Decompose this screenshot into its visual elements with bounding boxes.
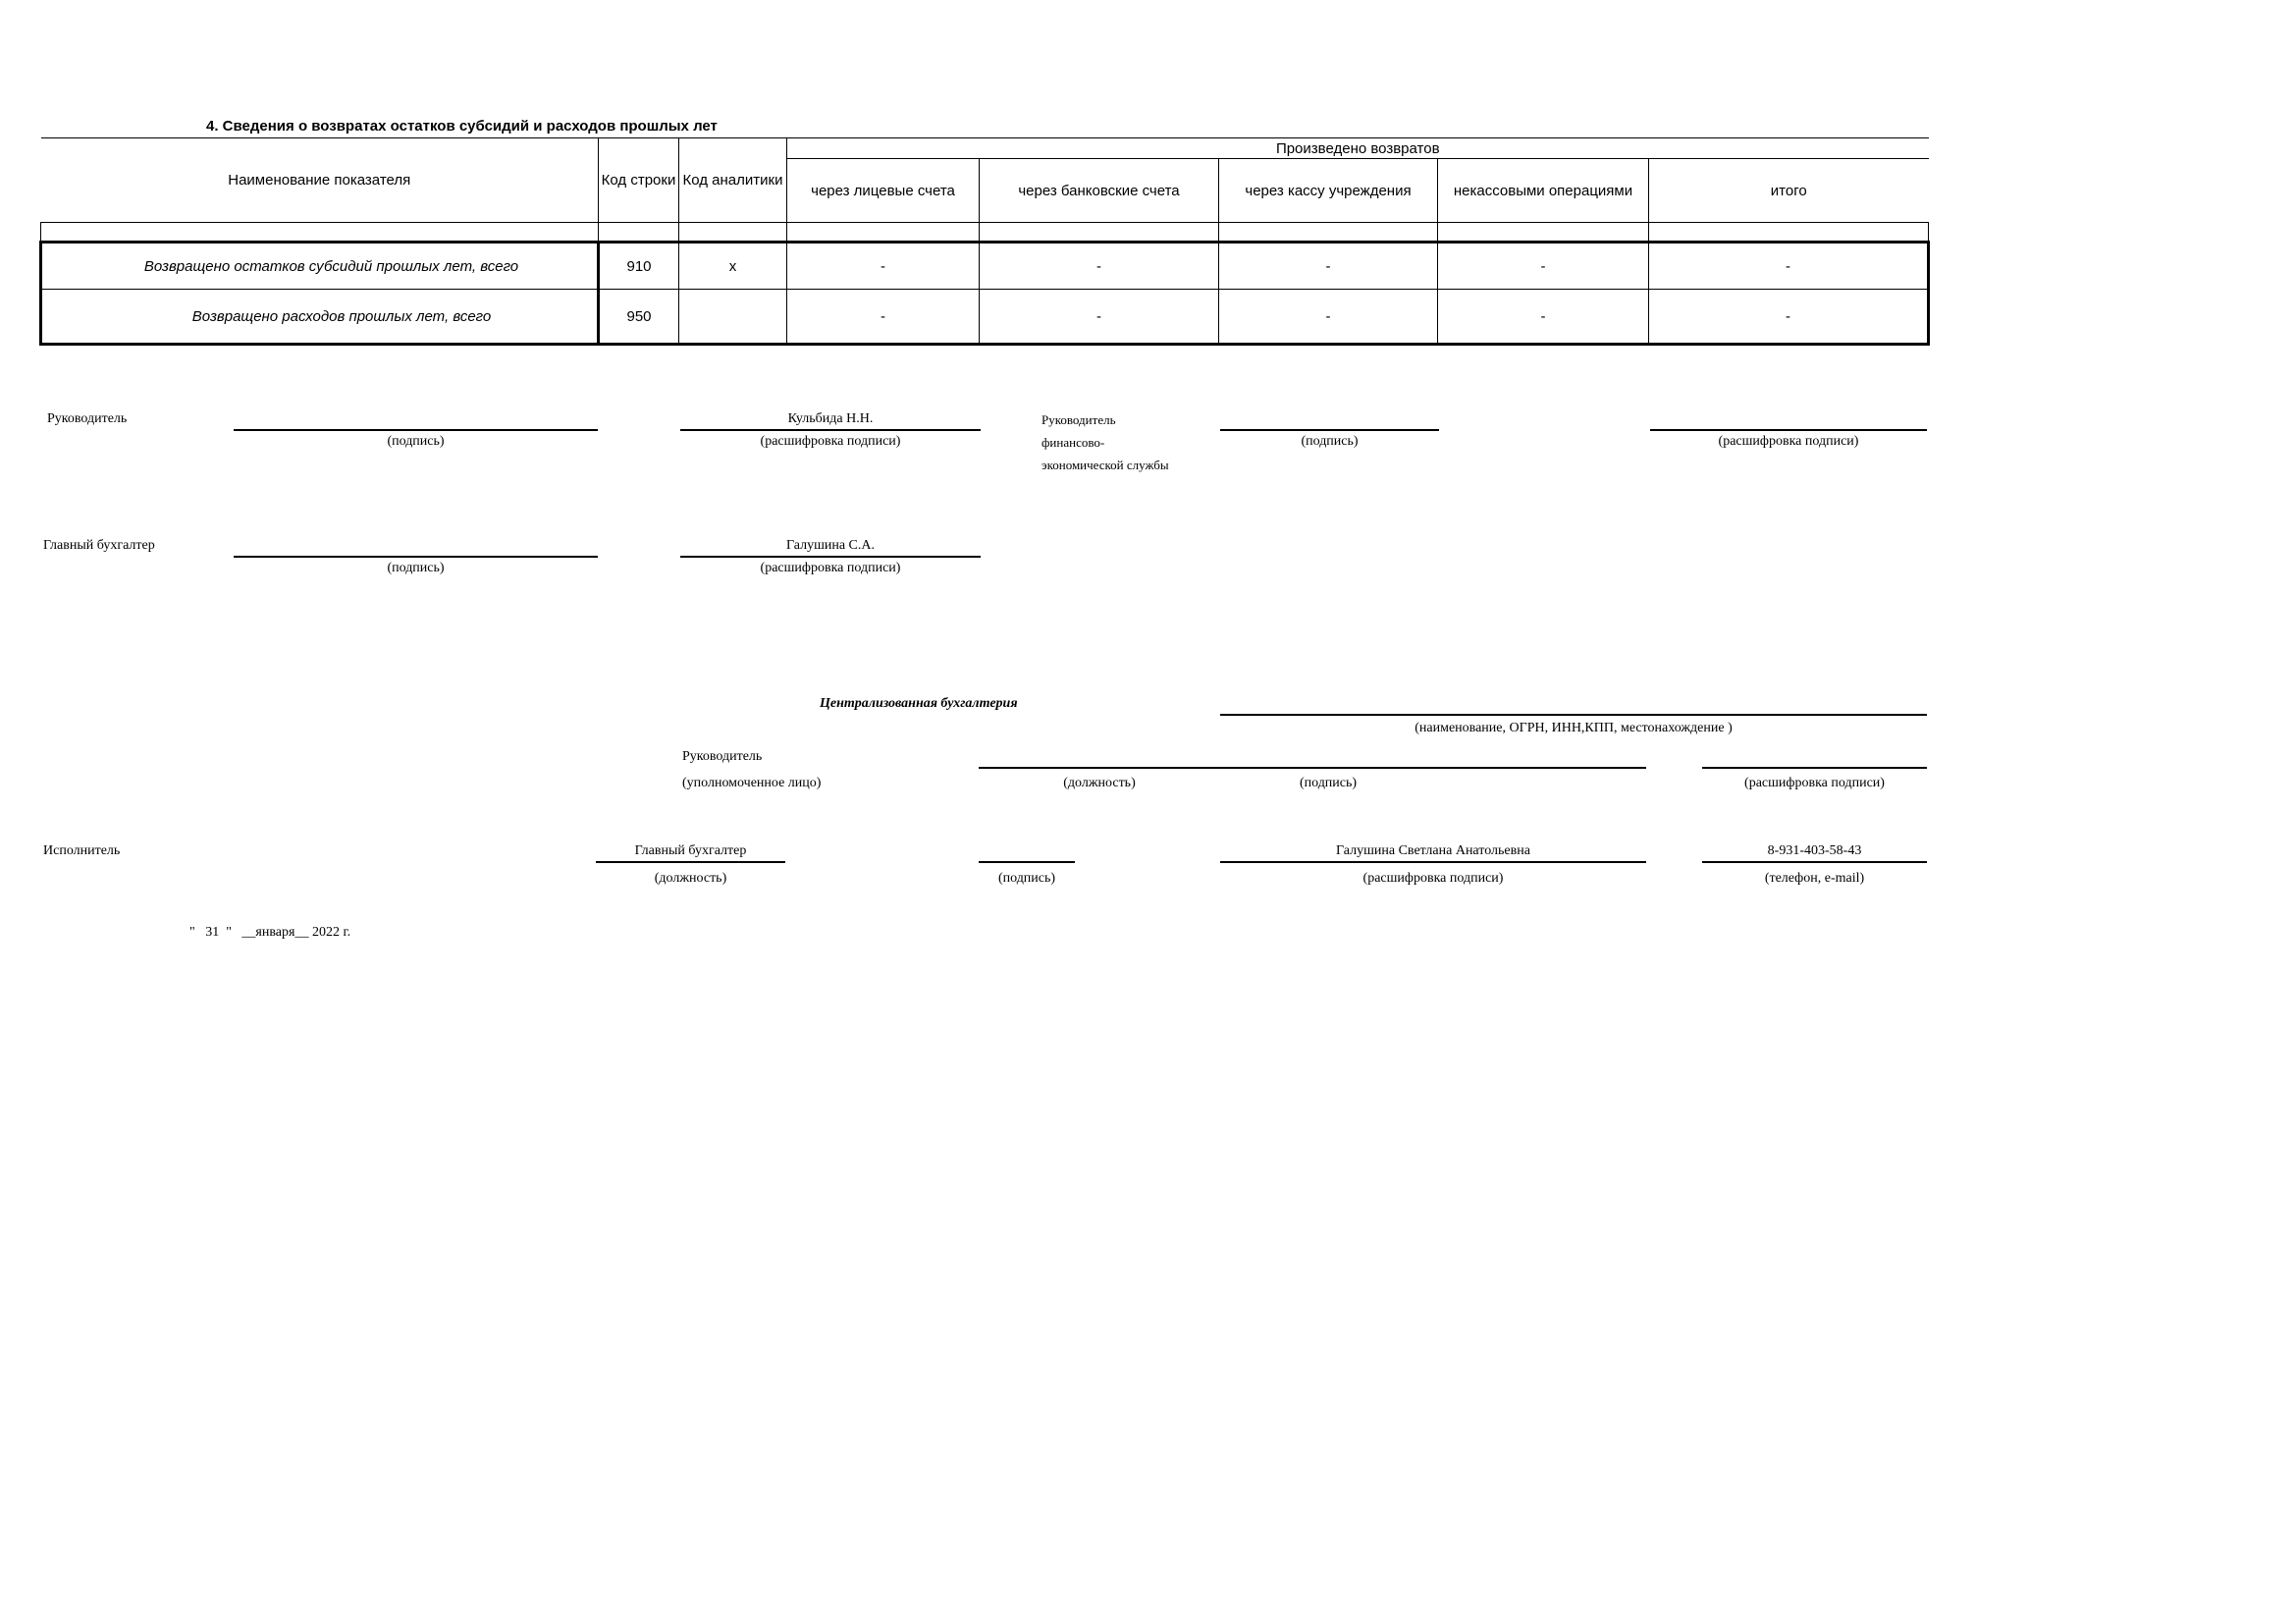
fin-head-decoding-line: [1650, 429, 1927, 431]
header-group: Произведено возвратов: [787, 138, 1929, 159]
row-value: -: [1219, 290, 1438, 345]
central-position-caption: (должность): [1063, 776, 1136, 790]
header-col-6: через кассу учреждения: [1219, 159, 1438, 223]
central-position-line: [979, 767, 1646, 769]
executor-signature-line: [979, 861, 1075, 863]
row-code: 950: [599, 290, 679, 345]
central-title: Централизованная бухгалтерия: [820, 696, 1018, 711]
col-number: [679, 223, 787, 243]
executor-decoding-caption: (расшифровка подписи): [1362, 871, 1504, 886]
row-value: -: [980, 290, 1219, 345]
row-value: -: [1438, 243, 1649, 290]
table-row: [41, 243, 1929, 290]
chief-accountant-name-line: [680, 556, 981, 558]
header-col-5: через банковские счета: [980, 159, 1219, 223]
row-value: -: [980, 243, 1219, 290]
chief-accountant-signature-caption: (подпись): [387, 561, 445, 575]
executor-phone-line: [1702, 861, 1927, 863]
report-date: " 31 " __января__ 2022 г.: [189, 925, 351, 940]
row-value: -: [1649, 243, 1929, 290]
executor-position: Главный бухгалтер: [634, 843, 747, 858]
central-decoding-caption: (расшифровка подписи): [1744, 776, 1885, 790]
executor-phone: 8-931-403-58-43: [1767, 843, 1862, 858]
head-signature-line: [234, 429, 598, 431]
row-value: -: [1219, 243, 1438, 290]
row-name: Возвращено расходов прошлых лет, всего: [41, 290, 599, 345]
executor-position-line: [596, 861, 785, 863]
header-col-8: итого: [1649, 159, 1929, 223]
col-number: [787, 223, 980, 243]
col-number: [1649, 223, 1929, 243]
fin-head-label: экономической службы: [1041, 458, 1169, 472]
central-signature-caption: (подпись): [1299, 776, 1358, 790]
chief-accountant-label: Главный бухгалтер: [43, 538, 155, 553]
row-value: -: [787, 290, 980, 345]
col-number: [1438, 223, 1649, 243]
fin-head-label: финансово-: [1041, 435, 1105, 450]
fin-head-signature-caption: (подпись): [1301, 434, 1359, 449]
chief-accountant-name: Галушина С.А.: [786, 538, 875, 553]
fin-head-decoding-caption: (расшифровка подписи): [1718, 434, 1859, 449]
col-number: [1219, 223, 1438, 243]
head-signature-caption: (подпись): [387, 434, 445, 449]
header-code-line: Код строки: [599, 138, 679, 223]
head-decoding-caption: (расшифровка подписи): [760, 434, 901, 449]
col-number: [41, 223, 599, 243]
fin-head-signature-line: [1220, 429, 1439, 431]
central-decoding-line: [1702, 767, 1927, 769]
chief-accountant-decoding-caption: (расшифровка подписи): [760, 561, 901, 575]
table-row: [41, 290, 1929, 345]
row-value: -: [1649, 290, 1929, 345]
executor-phone-caption: (телефон, e-mail): [1764, 871, 1865, 886]
central-org-caption: (наименование, ОГРН, ИНН,КПП, местонахождение ): [1415, 721, 1733, 735]
header-name: Наименование показателя: [41, 138, 599, 223]
row-name: Возвращено остатков субсидий прошлых лет, всего: [41, 243, 599, 290]
row-value: -: [1438, 290, 1649, 345]
executor-label: Исполнитель: [43, 843, 121, 858]
central-head-sub: (уполномоченное лицо): [682, 776, 822, 790]
central-org-line: [1220, 714, 1927, 716]
executor-name: Галушина Светлана Анатольевна: [1336, 843, 1530, 858]
central-head-label: Руководитель: [682, 749, 763, 764]
row-analytics: х: [679, 243, 787, 290]
row-analytics: [679, 290, 787, 345]
executor-position-caption: (должность): [654, 871, 727, 886]
col-number: [599, 223, 679, 243]
head-label: Руководитель: [47, 411, 128, 426]
header-col-7: некассовыми операциями: [1438, 159, 1649, 223]
chief-accountant-signature-line: [234, 556, 598, 558]
col-number: [980, 223, 1219, 243]
returns-table: [39, 137, 1930, 346]
head-name: Кульбида Н.Н.: [787, 411, 874, 426]
fin-head-label: Руководитель: [1041, 412, 1116, 427]
head-name-line: [680, 429, 981, 431]
executor-name-line: [1220, 861, 1646, 863]
row-value: -: [787, 243, 980, 290]
section-title: 4. Сведения о возвратах остатков субсидий и расходов прошлых лет: [206, 118, 718, 135]
executor-signature-caption: (подпись): [997, 871, 1056, 886]
row-code: 910: [599, 243, 679, 290]
header-code-analytics: Код аналитики: [679, 138, 787, 223]
header-col-4: через лицевые счета: [787, 159, 980, 223]
